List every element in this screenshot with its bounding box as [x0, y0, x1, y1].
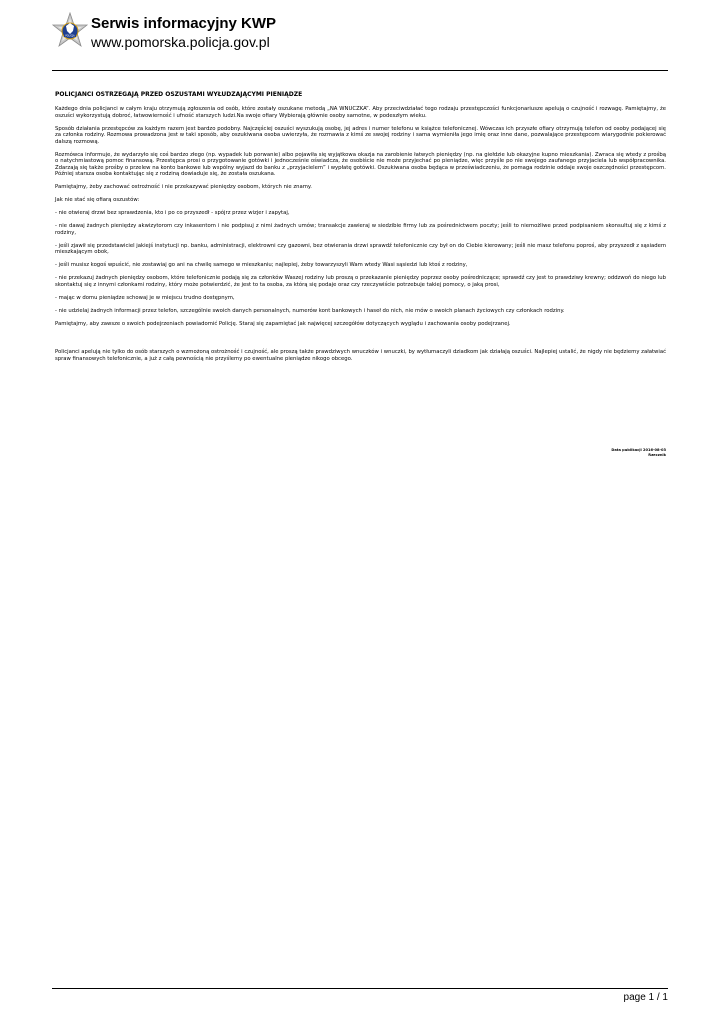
publication-info — [611, 448, 666, 457]
site-url: www.pomorska.policja.gov.pl — [91, 34, 270, 50]
article-paragraph: Policjanci apelują nie tylko do osób starszych o wzmożoną ostrożność i czujność, ale proszą także prawdziwych wnuczków i wnuczki, by wytłumaczyli dziadkom jak działają oszuści. Najlepiej ustalić, że nigdy nie będziemy załatwiać spraw finansowych telefonicznie, a już z całą pewnością nie przyślemy po ewentualne pieniądze nikogo obcego. — [55, 349, 666, 362]
page-header — [52, 12, 672, 56]
logo-lettering: POLICJA — [65, 34, 75, 38]
list-item: - nie otwieraj drzwi bez sprawdzenia, kto i po co przyszedł - spójrz przez wizjer i zapytaj, — [55, 210, 290, 216]
article-paragraph: Jak nie stać się ofiarą oszustów: — [55, 197, 140, 203]
article-paragraph: Sposób działania przestępców za każdym razem jest bardzo podobny. Najczęściej oszuści wyszukują osobę, jej adres i numer telefonu w książce telefonicznej. Wówczas ich przyszłe ofiary otrzymują telefon od osoby podającej się za członka rodziny. Rozmowa prowadzona jest w taki sposób, aby oszukiwana osoba uwierzyła, że rozmawia z kimś ze swojej rodziny i sama wymieniła jego imię oraz inne dane, pozwalające przestępcom wiarygodnie pokierować dalszą rozmową. — [55, 125, 666, 145]
article-paragraph: Pamiętajmy, żeby zachować ostrożność i nie przekazywać pieniędzy osobom, których nie znamy. — [55, 184, 312, 190]
list-item: - jeśli zjawił się przedstawiciel jakiejś instytucji np. banku, administracji, elektrowni czy gazowni, bez otwierania drzwi sprawdź telefonicznie czy był on do Ciebie kierowany; jeśli nie masz telefonu poproś, aby przyszedł z sąsiadem mieszkającym obok, — [55, 242, 666, 255]
list-item: - jeśli musisz kogoś wpuścić, nie zostawiaj go ani na chwilę samego w mieszkaniu; najlepiej, żeby towarzyszyli Wam wtedy Wasi sąsiedzi lub ktoś z rodziny, — [55, 262, 468, 268]
article-paragraph: Każdego dnia policjanci w całym kraju otrzymują zgłoszenia od osób, które zostały oszukane metodą „NA WNUCZKA”. Aby przeciwdziałać tego rodzaju przestępczości funkcjonariusze apelują o czujność i rozwagę. Pamiętajmy, że oszuści wykorzystują dobroć, łatwowierność i ufność starszych ludzi.Na swoje ofiary Wybierają głównie osoby samotne, w podeszłym wieku. — [55, 106, 666, 119]
list-item: - nie udzielaj żadnych informacji przez telefon, szczególnie swoich danych personalnych, numerów kont bankowych i haseł do nich, nie mów o swoich planach życiowych czy członkach rodziny. — [55, 307, 565, 314]
list-item: - mając w domu pieniądze schowaj je w miejscu trudno dostępnym, — [55, 294, 235, 301]
publication-date: Data publikacji 2016-08-03 — [611, 448, 666, 452]
list-item: - nie przekazuj żadnych pieniędzy osobom, które telefonicznie podają się za członków Waszej rodziny lub proszą o przekazanie pieniędzy poprzez osoby pośredniczące; sprawdź czy jest to prawdziwy krewny; oddzwoń do niego lub skontaktuj się z innymi członkami rodziny, który może potwierdzić, że jest to ta osoba, za którą się podaje oraz czy rzeczywiście potrzebuje takiej pomocy, o jaką prosi, — [55, 275, 666, 288]
header-divider — [52, 70, 668, 71]
site-title: Serwis informacyjny KWP — [91, 15, 277, 32]
article-title: POLICJANCI OSTRZEGAJĄ PRZED OSZUSTAMI WYŁUDZAJĄCYMI PIENIĄDZE — [55, 91, 303, 98]
article-paragraph: Rozmówca informuje, że wydarzyło się coś bardzo złego (np. wypadek lub porwanie) albo pojawiła się wyjątkowa okazja na zarobienie łatwych pieniędzy (np. na giełdzie lub okazyjne kupno mieszkania). Zwraca się wtedy z prośbą o natychmiastową pomoc finansową. Przestępca prosi o przygotowanie gotówki i jednocześnie oświadcza, że osobiście nie może przyjechać po pieniądze, więc przyśle po nie swojego zaufanego przyjaciela lub współpracownika. Zdarzają się także prośby o przelew na konto bankowe lub wspólny wyjazd do banku z „przyjacielem” i wypłatę gotówki. Oszukiwana osoba będąca w przeświadczeniu, że pomaga rodzinie oddaje swoje oszczędności przestępcom. Później starsza osoba kontaktując się z rodziną dowiaduje się, że została oszukana. — [55, 151, 666, 177]
author: Rzecznik — [648, 452, 666, 457]
article-paragraph: Pamiętajmy, aby zawsze o swoich podejrzeniach powiadomić Policję. Staraj się zapamiętać jak najwięcej szczegółów dotyczących wyglądu i zachowania osoby podejrzanej. — [55, 320, 511, 327]
footer-divider — [52, 988, 668, 989]
list-item: - nie dawaj żadnych pieniędzy akwizytorom czy inkasentom i nie podpisuj z nimi żadnych umów; transakcje zawieraj w siedzibie firmy lub za pośrednictwem poczty; jeśli to niemożliwe przed podpisaniem skonsultuj się z kimś z rodziny, — [55, 223, 666, 236]
article-body — [55, 91, 666, 369]
police-star-logo-icon — [52, 12, 88, 56]
page-number: page 1 / 1 — [623, 992, 668, 1003]
